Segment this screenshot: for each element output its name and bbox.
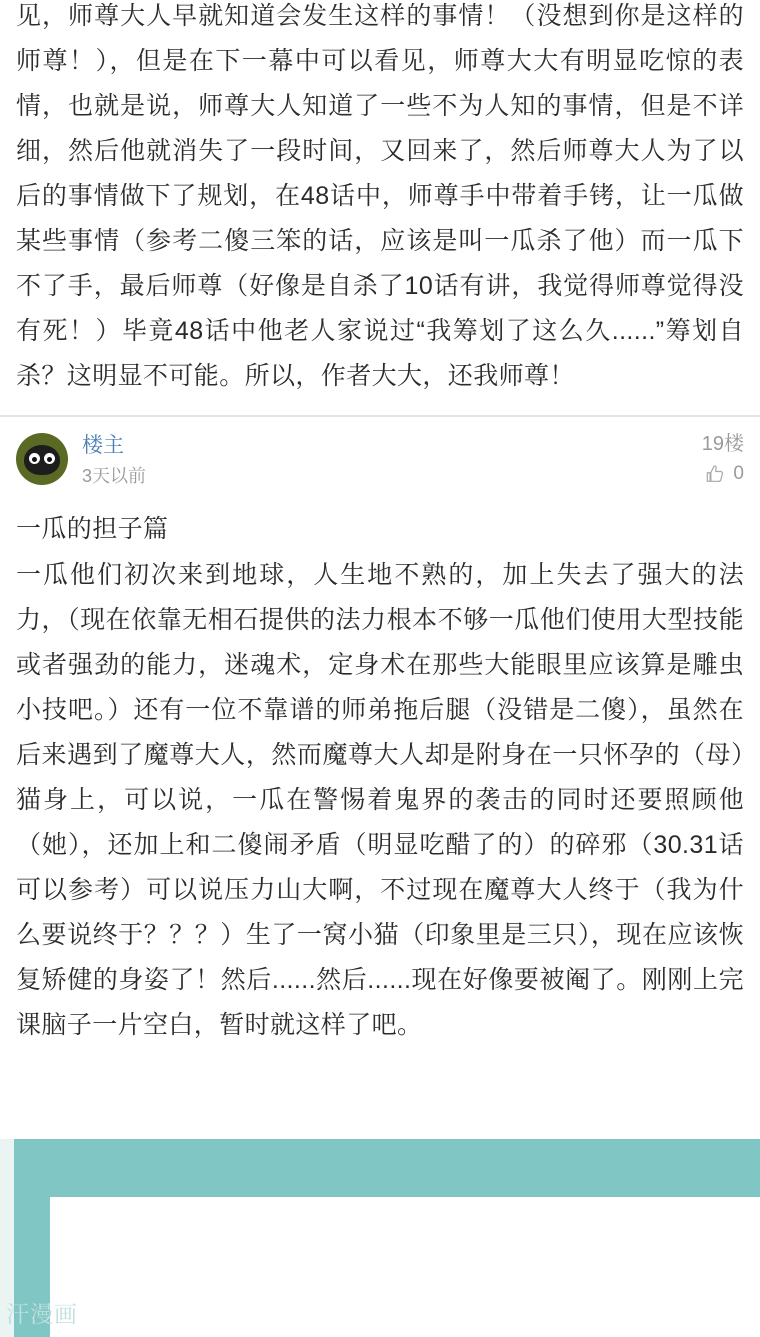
watermark: 汗漫画 — [6, 1302, 78, 1327]
image-white-panel — [50, 1197, 760, 1337]
like-count: 0 — [733, 463, 744, 484]
avatar-pupil-right-icon — [47, 457, 52, 462]
comment-meta — [702, 431, 744, 485]
comment-header — [16, 431, 744, 493]
comment-title: 一瓜的担子篇 — [16, 515, 169, 543]
post-top-text: 见，师尊大人早就知道会发生这样的事情！（没想到你是这样的师尊！），但是在下一幕中可以看见，师尊大大有明显吃惊的表情，也就是说，师尊大人知道了一些不为人知的事情，但是不详细，然后他就消失了一段时间，又回来了，然后师尊大人为了以后的事情做下了规划，在48话中，师尊手中带着手铐，让一瓜做某些事情（参考二傻三笨的话，应该是叫一瓜杀了他）而一瓜下不了手，最后师尊（好像是自杀了10话有讲，我觉得师尊觉得没有死！）毕竟48话中他老人家说过“我筹划了这么久......”筹划自杀？这明显不可能。所以，作者大大，还我师尊！ — [16, 2, 744, 390]
thumbs-up-icon[interactable] — [704, 463, 726, 485]
comment-floor-number: 19楼 — [701, 433, 744, 455]
bottom-image-area — [0, 1139, 760, 1337]
comment-user-info — [82, 431, 146, 489]
avatar[interactable] — [16, 433, 68, 485]
comment-timestamp: 3天以前 — [82, 466, 147, 486]
comment-19 — [0, 417, 760, 1048]
like-control[interactable] — [704, 463, 744, 485]
comment-text: 一瓜他们初次来到地球，人生地不熟的，加上失去了强大的法力，（现在依靠无相石提供的法力根本不够一瓜他们使用大型技能或者强劲的能力，迷魂术，定身术在那些大能眼里应该算是雕虫小技吧。）还有一位不靠谱的师弟拖后腿（没错是二傻），虽然在后来遇到了魔尊大人，然而魔尊大人却是附身在一只怀孕的（母）猫身上，可以说，一瓜在警惕着鬼界的袭击的同时还要照顾他（她），还加上和二傻闹矛盾（明显吃醋了的）的碎邪（30.31话可以参考）可以说压力山大啊，不过现在魔尊大人终于（我为什么要说终于？？？）生了一窝小猫（印象里是三只），现在应该恢复矫健的身姿了！然后......然后......现在好像要被阉了。刚刚上完课脑子一片空白，暂时就这样了吧。 — [16, 561, 744, 1039]
avatar-pupil-left-icon — [32, 457, 37, 462]
post-top — [0, 0, 760, 409]
comment-user-name[interactable]: 楼主 — [82, 434, 124, 457]
